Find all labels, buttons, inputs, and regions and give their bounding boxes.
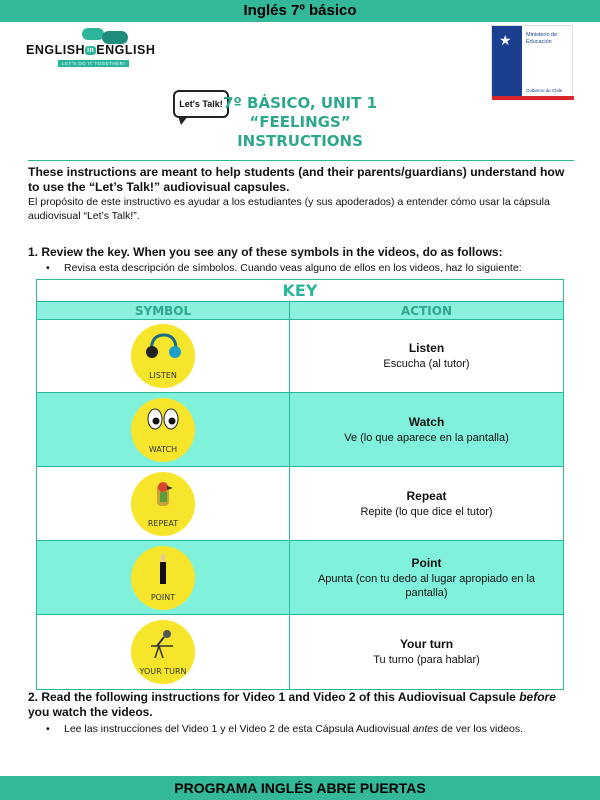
parrot-icon: [143, 478, 183, 514]
table-row: [37, 467, 564, 541]
star-icon: ★: [499, 32, 512, 48]
action-name: Repeat: [406, 488, 447, 503]
action-desc: Tu turno (para hablar): [373, 654, 480, 666]
ministry-logo: [491, 25, 573, 99]
table-row: [37, 615, 564, 690]
government-label: Gobierno de Chile: [526, 88, 563, 93]
repeat-symbol: REPEAT: [131, 472, 195, 536]
table-row: [37, 541, 564, 615]
table-row: [37, 393, 564, 467]
watch-symbol: WATCH: [131, 398, 195, 462]
page-title: 7º BÁSICO, UNIT 1 “FEELINGS” INSTRUCTIONS: [222, 94, 378, 150]
intro-english: These instructions are meant to help students (and their parents/guardians) understand how to use the “Let’s Talk!” audiovisual capsules.: [28, 165, 565, 194]
action-name: Watch: [408, 414, 445, 429]
logo-tagline: LET'S DO IT TOGETHER!: [58, 60, 129, 67]
logo-wordmark: ENGLISH in ENGLISH: [26, 43, 156, 57]
top-banner: [0, 0, 600, 22]
section-1-bullet: • Revisa esta descripción de símbolos. Cuando veas alguno de ellos en los videos, haz lo siguiente:: [28, 261, 574, 275]
pointing-finger-icon: [143, 552, 183, 588]
action-desc: Ve (lo que aparece en la pantalla): [344, 431, 509, 444]
action-name: Listen: [408, 341, 445, 355]
your-turn-symbol: YOUR TURN: [131, 620, 195, 684]
microphone-icon: [143, 626, 183, 662]
ministry-name: Ministerio de Educación: [526, 32, 558, 45]
action-desc: Apunta (con tu dedo al lugar apropiado en la pantalla): [317, 572, 536, 599]
listen-symbol: LISTEN: [131, 324, 195, 388]
eyes-icon: [143, 404, 183, 440]
action-name: Point: [411, 555, 442, 570]
action-name: Your turn: [399, 637, 454, 651]
section-1: [28, 245, 574, 275]
english-in-english-logo: [26, 28, 176, 70]
top-banner-text: Inglés 7º básico: [243, 2, 357, 19]
point-symbol: POINT: [131, 546, 195, 610]
footer-banner: [0, 776, 600, 800]
section-2: [28, 690, 574, 736]
speech-bubble-icon: [82, 28, 104, 40]
flag-stripe: [492, 96, 574, 100]
action-desc: Escucha (al tutor): [383, 358, 470, 370]
lets-talk-badge: Let's Talk!: [173, 90, 229, 118]
section-1-heading: 1. Review the key. When you see any of these symbols in the videos, do as follows:: [28, 245, 503, 259]
table-row: [37, 320, 564, 393]
section-2-bullet: • Lee las instrucciones del Video 1 y el Video 2 de esta Cápsula Audiovisual antes de ver los videos.: [28, 722, 574, 736]
divider: [28, 160, 574, 161]
footer-text: PROGRAMA INGLÉS ABRE PUERTAS: [174, 780, 426, 796]
col-header-action: ACTION: [290, 302, 564, 320]
key-title: KEY: [37, 280, 564, 302]
section-2-heading: 2. Read the following instructions for Video 1 and Video 2 of this Audiovisual Capsule before you watch the videos.: [28, 690, 556, 719]
intro-spanish: El propósito de este instructivo es ayudar a los estudiantes (y sus apoderados) a entender cómo usar la cápsula audiovisual “Let’s Talk!”.: [28, 196, 550, 222]
headphones-icon: [143, 330, 183, 366]
intro-section: [28, 165, 574, 223]
action-desc: Repite (lo que dice el tutor): [360, 505, 493, 518]
key-table: [36, 279, 564, 690]
speech-tail-icon: [178, 116, 188, 125]
col-header-symbol: SYMBOL: [37, 302, 290, 320]
